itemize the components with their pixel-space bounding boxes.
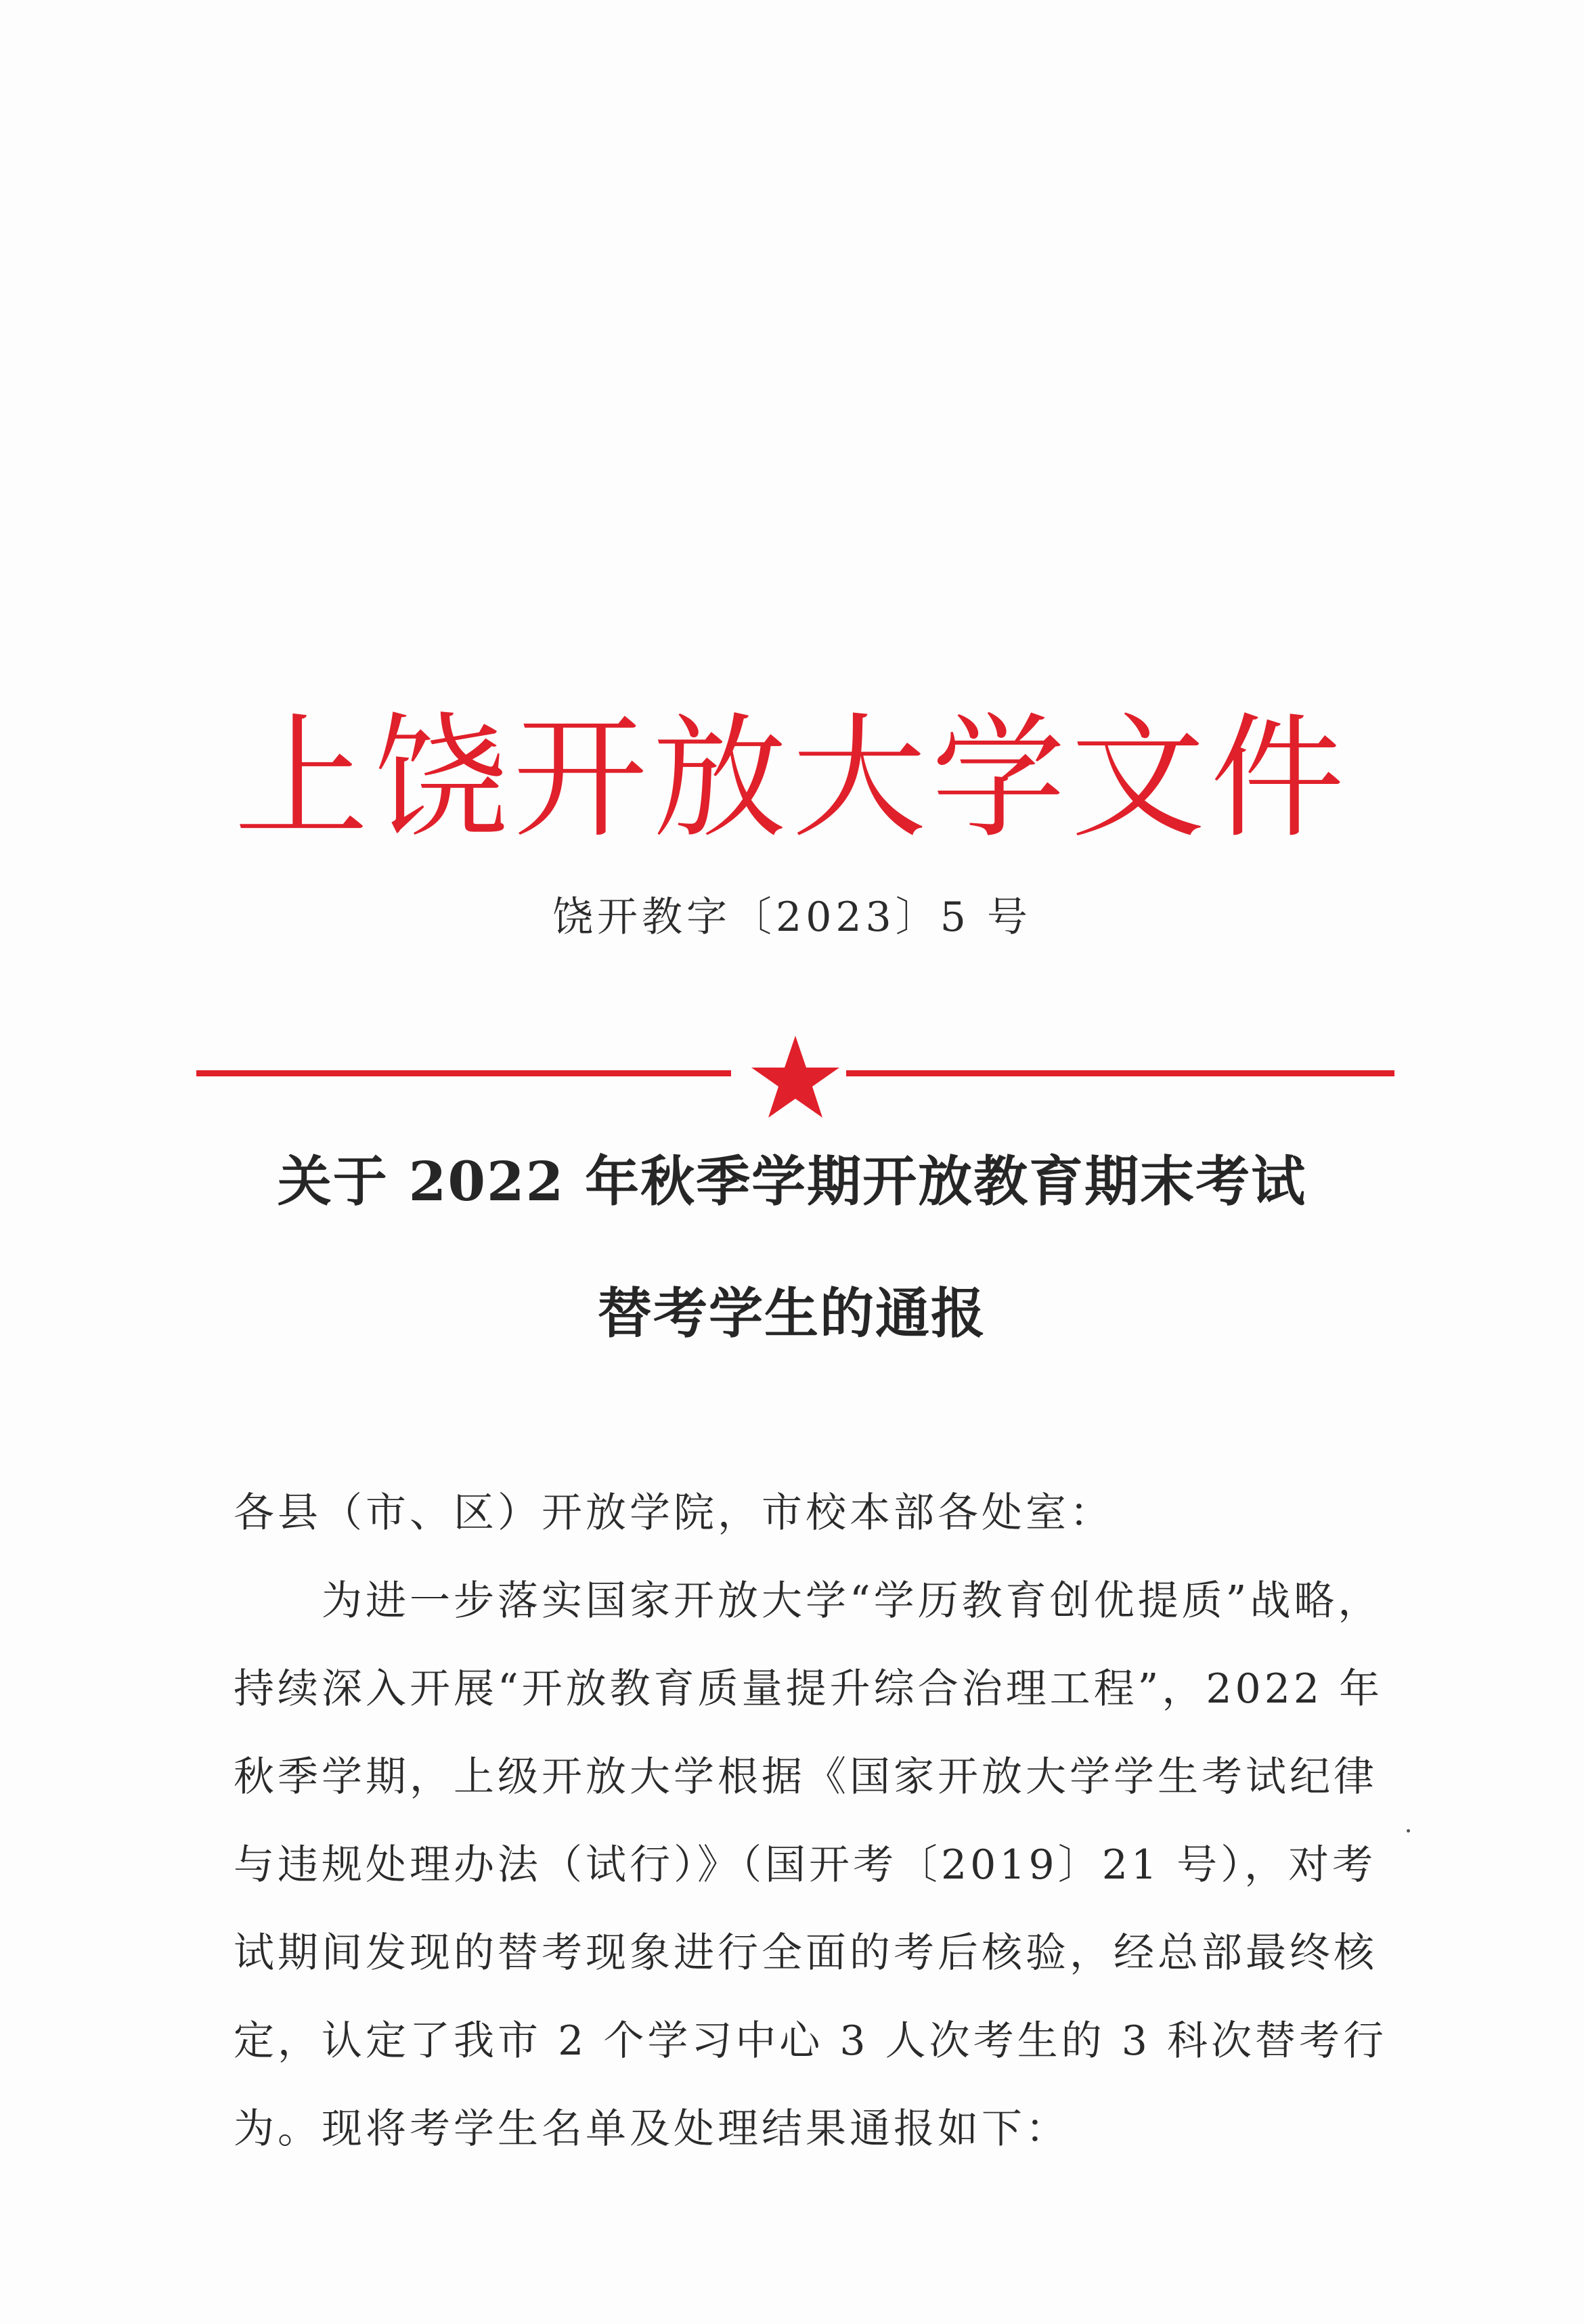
document-number: 饶开教字〔2023〕5 号 bbox=[552, 894, 1032, 941]
heading-line-2: 替考学生的通报 bbox=[598, 1281, 986, 1345]
body-line-2: 持续深入开展“开放教育质量提升综合治理工程”，2022 年 bbox=[234, 1665, 1384, 1713]
body-line-4: 与违规处理办法（试行）》（国开考〔2019〕21 号），对考 bbox=[234, 1841, 1377, 1889]
masthead-title: 上饶开放大学文件 bbox=[234, 700, 1350, 856]
separator-line-left bbox=[196, 1070, 731, 1076]
heading-line-1: 关于 2022 年秋季学期开放教育期末考试 bbox=[277, 1149, 1307, 1213]
separator-line-right bbox=[846, 1070, 1394, 1076]
red-separator bbox=[196, 1032, 1394, 1120]
star-icon bbox=[751, 1036, 839, 1118]
scan-speck bbox=[1407, 1829, 1410, 1833]
body-line-5: 试期间发现的替考现象进行全面的考后核验，经总部最终核 bbox=[234, 1929, 1378, 1977]
body-line-7: 为。现将考学生名单及处理结果通报如下： bbox=[234, 2105, 1070, 2153]
body-line-3: 秋季学期，上级开放大学根据《国家开放大学学生考试纪律 bbox=[234, 1753, 1378, 1801]
body-line-6: 定，认定了我市 2 个学习中心 3 人次考生的 3 科次替考行 bbox=[234, 2017, 1387, 2065]
salutation: 各县（市、区）开放学院，市校本部各处室： bbox=[234, 1489, 1114, 1537]
body-line-1: 为进一步落实国家开放大学“学历教育创优提质”战略， bbox=[322, 1577, 1382, 1625]
